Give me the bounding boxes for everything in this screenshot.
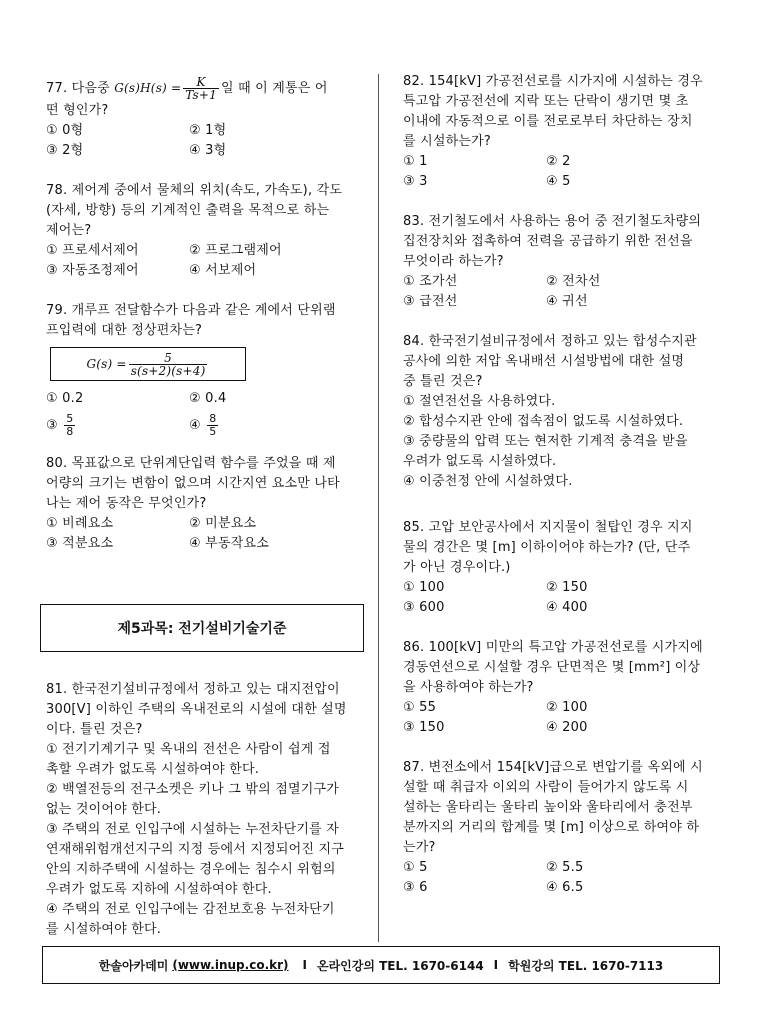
option[interactable]: ① 1	[403, 154, 428, 169]
option[interactable]: ① 55	[403, 700, 437, 715]
online-contact: 온라인강의 TEL. 1670-6144	[316, 958, 484, 973]
question-83: 83. 전기철도에서 사용하는 용어 중 전기철도차량의 집전장치와 접촉하여 전력을 공급하기 위한 전선을 무엇이라 하는가? ① 조가선 ② 전차선 ③ 급전선 ④ 귀선	[403, 212, 721, 312]
option[interactable]: ④ 6.5	[546, 880, 584, 895]
option[interactable]: ④ 서보제어	[189, 263, 257, 278]
academy-name: 한솔아카데미	[98, 958, 169, 973]
transfer-function-fraction: $\frac{K}{Ts+1}$	[185, 75, 217, 102]
option[interactable]: ④ $\frac{8}{5}$	[189, 412, 217, 438]
question-85: 85. 고압 보안공사에서 지지물이 철탑인 경우 지지 물의 경간은 몇 [m] 이하이어야 하는가? (단, 단주 가 아닌 경우이다.) ① 100 ② 150 ③ 600 ④ 400	[403, 518, 721, 618]
option[interactable]: ① 100	[403, 580, 445, 595]
section-title: 제5과목: 전기설비기술기준	[40, 604, 364, 652]
option[interactable]: ② 2	[546, 154, 571, 169]
column-divider	[378, 74, 379, 942]
option[interactable]: ① 5	[403, 860, 428, 875]
question-83-options	[403, 272, 721, 312]
question-78: 78. 제어계 중에서 물체의 위치(속도, 가속도), 각도 (자세, 방향) 등의 기계적인 출력을 목적으로 하는 제어는? ① 프로세서제어 ② 프로그램제어 ③ 자동조정제어 ④ 서보제어	[46, 181, 368, 281]
option[interactable]: ② 프로그램제어	[189, 243, 282, 258]
option[interactable]: ③ 6	[403, 880, 428, 895]
question-87-options	[403, 858, 721, 898]
website-link[interactable]: (www.inup.co.kr)	[172, 958, 289, 972]
transfer-function-box: G(s) = $\frac{5}{s(s+2)(s+4)}$	[50, 347, 246, 381]
option[interactable]: ③ 자동조정제어	[46, 263, 139, 278]
option[interactable]: ② 0.4	[189, 391, 227, 406]
option[interactable]: ② 1형	[189, 123, 227, 138]
question-87: 87. 변전소에서 154[kV]급으로 변압기를 옥외에 시 설할 때 취급자 이외의 사람이 들어가지 않도록 시 설하는 울타리는 울타리 높이와 울타리에서 충전부 분까지의 거리의 합계를 몇 [m] 이상으로 하여야 하 는가? ① 5 ② 5.5 ③ 6 ④ 6.5	[403, 758, 721, 898]
option[interactable]: ③ 급전선	[403, 294, 458, 309]
separator: I	[493, 958, 499, 972]
question-81: 81. 한국전기설비규정에서 정하고 있는 대지전압이 300[V] 이하인 주택의 옥내전로의 시설에 대한 설명 이다. 틀린 것은? ① 전기기계기구 및 옥내의 전선은 사람이 쉽게 접 촉할 우려가 없도록 시설하여야 한다. ② 백열전등의 전구소켓은 키나 그 밖의 점멸기구가 없는 것이어야 한다. ③ 주택의 전로 인입구에 시설하는 누전차단기를 자 연재해위험개선지구의 지정 등에서 지정되어진 지구 안의 지하주택에 시설하는 경우에는 침수시 위험의 우려가 없도록 지하에 시설하여야 한다. ④ 주택의 전로 인입구에는 감전보호용 누전차단기 를 시설하여야 한다.	[46, 682, 347, 937]
option[interactable]: ③ 중량물의 압력 또는 현저한 기계적 충격을 받을	[403, 434, 688, 449]
separator: I	[302, 958, 307, 972]
question-86-options	[403, 698, 721, 738]
offline-contact: 학원강의 TEL. 1670-7113	[508, 958, 664, 973]
option[interactable]: ③ 적분요소	[46, 536, 114, 551]
question-80: 80. 목표값으로 단위계단입력 함수를 주었을 때 제 어량의 크기는 변함이 없으며 시간지연 요소만 나타 나는 제어 동작은 무엇인가? ① 비례요소 ② 미분요소 ③ 적분요소 ④ 부동작요소	[46, 454, 368, 554]
option[interactable]: ① 조가선	[403, 274, 458, 289]
right-column	[403, 70, 721, 898]
question-86: 86. 100[kV] 미만의 특고압 가공전선로를 시가지에 경동연선으로 시설할 경우 단면적은 몇 [mm²] 이상 을 사용하여야 하는가? ① 55 ② 100 ③ 150 ④ 200	[403, 638, 721, 738]
transfer-function-expr: G(s)H(s) =	[114, 81, 182, 95]
question-77-stem: 77. 다음중 G(s)H(s) = $\frac{K}{Ts+1}$ 일 때 이 계통은 어	[46, 75, 328, 102]
option[interactable]: ② 합성수지관 안에 접속점이 없도록 시설하였다.	[403, 414, 684, 429]
option[interactable]: ④ 200	[546, 720, 588, 735]
question-79-options	[46, 389, 368, 438]
transfer-function-fraction: $\frac{5}{s(s+2)(s+4)}$	[130, 350, 206, 378]
question-85-options	[403, 578, 721, 618]
option[interactable]: ② 전차선	[546, 274, 601, 289]
option[interactable]: ④ 3형	[189, 143, 227, 158]
option[interactable]: ④ 5	[546, 174, 571, 189]
option[interactable]: ② 5.5	[546, 860, 584, 875]
option[interactable]: ③ 150	[403, 720, 445, 735]
question-82: 82. 154[kV] 가공전선로를 시가지에 시설하는 경우 특고압 가공전선에 지락 또는 단락이 생기면 몇 초 이내에 자동적으로 이를 전로로부터 차단하는 장치 를 시설하는가? ① 1 ② 2 ③ 3 ④ 5	[403, 72, 721, 192]
option[interactable]: ④ 이중천정 안에 시설하였다.	[403, 474, 573, 489]
option[interactable]: ④ 400	[546, 600, 588, 615]
option[interactable]: ② 100	[546, 700, 588, 715]
option[interactable]: ④ 귀선	[546, 294, 588, 309]
left-column	[46, 70, 368, 554]
option[interactable]: ① 0.2	[46, 391, 84, 406]
option[interactable]: ① 프로세서제어	[46, 243, 139, 258]
option[interactable]: ② 150	[546, 580, 588, 595]
left-column-lower	[46, 680, 368, 940]
option[interactable]: ① 비례요소	[46, 516, 114, 531]
question-82-options	[403, 152, 721, 192]
question-78-options	[46, 241, 368, 281]
question-77-options	[46, 121, 368, 161]
option[interactable]: ③ 3	[403, 174, 428, 189]
question-80-options	[46, 514, 368, 554]
option[interactable]: ② 미분요소	[189, 516, 257, 531]
option[interactable]: ③ 600	[403, 600, 445, 615]
option[interactable]: ③ 2형	[46, 143, 84, 158]
option[interactable]: ① 0형	[46, 123, 84, 138]
footer	[42, 946, 720, 984]
option[interactable]: ③ $\frac{5}{8}$	[46, 412, 74, 438]
question-79: 79. 개루프 전달함수가 다음과 같은 계에서 단위램 프입력에 대한 정상편차는? G(s) = $\frac{5}{s(s+2)(s+4)}$ ① 0.2 ② 0.4 ③ $\frac{5}{8}$ ④ $\frac{8}{5}$	[46, 301, 368, 438]
option[interactable]: ④ 부동작요소	[189, 536, 269, 551]
question-77: 77. 다음중 G(s)H(s) = $\frac{K}{Ts+1}$ 일 때 이 계통은 어 떤 형인가? ① 0형 ② 1형 ③ 2형 ④ 3형	[46, 76, 368, 161]
question-84: 84. 한국전기설비규정에서 정하고 있는 합성수지관 공사에 의한 저압 옥내배선 시설방법에 대한 설명 중 틀린 것은? ① 절연전선을 사용하였다. ② 합성수지관 안에 접속점이 없도록 시설하였다. ③ 중량물의 압력 또는 현저한 기계적 충격을 받을 우려가 없도록 시설하였다. ④ 이중천정 안에 시설하였다.	[403, 332, 721, 492]
option[interactable]: ① 절연전선을 사용하였다.	[403, 394, 556, 409]
